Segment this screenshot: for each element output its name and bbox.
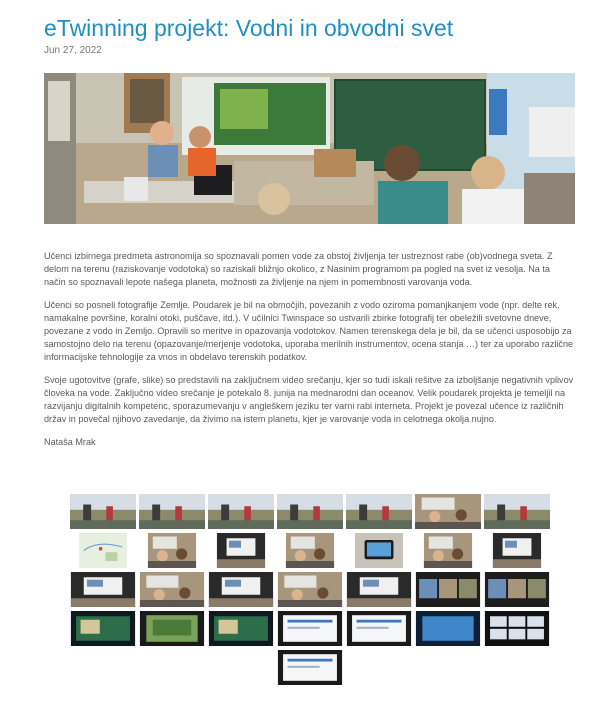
article-paragraph-3: Svoje ugotovitve (grafe, slike) so predstavili na zaključnem video srečanju, kjer so tudi iskali rešitve za izboljšanje negativnih vplivov človeka na vode. Zaključno video srečanje je potekalo 8. junija na mednarodni dan oceanov. Velik poudarek projekta je temeljil na razvijanju digitalnih kompetenc, sporazumevanju v angleškem jeziku ter varni rabi interneta. Projekt je povezal učence iz različnih držav in povečal njihovo zavedanje, da živimo na istem planetu, kjer je varovanje voda in celotnega okolja nujno. [44, 375, 574, 424]
gallery-thumbnail[interactable] [277, 572, 343, 607]
photo-gallery [68, 494, 552, 689]
gallery-thumbnail[interactable] [139, 533, 205, 568]
gallery-thumbnail[interactable] [70, 533, 136, 568]
gallery-thumbnail[interactable] [139, 572, 205, 607]
gallery-row [68, 650, 552, 685]
gallery-thumbnail[interactable] [208, 533, 274, 568]
gallery-thumbnail[interactable] [208, 494, 274, 529]
gallery-thumbnail[interactable] [208, 572, 274, 607]
gallery-thumbnail[interactable] [415, 572, 481, 607]
gallery-row [68, 494, 552, 529]
gallery-thumbnail[interactable] [484, 611, 550, 646]
article-paragraph-2: Učenci so posneli fotografije Zemlje. Poudarek je bil na območjih, povezanih z vodo oziroma pomanjkanjem vode (npr. delte rek, namakalne površine, koralni otoki, puščave, itd.). V učilnici Twinspace so ustvarili zbirke fotografij ter obeležili svetovne dneve, povezane z vodo in Zemljo. Opravili so meritve in opazovanja vodotokov. Namen terenskega dela je bil, da se učenci usposobijo za samostojno delo na terenu (opazovanje/merjenje vodotoka, uporaba merilnih instrumentov, ocena stanja …) ter za uporabo različne informacijske tehnologije za vnos in obdelavo terenskih podatkov. [44, 300, 574, 362]
gallery-thumbnail[interactable] [277, 533, 343, 568]
post-date: Jun 27, 2022 [44, 45, 102, 56]
hero-photo [44, 73, 575, 224]
gallery-thumbnail[interactable] [70, 611, 136, 646]
gallery-thumbnail[interactable] [277, 650, 343, 685]
gallery-row [68, 533, 552, 568]
post-title: eTwinning projekt: Vodni in obvodni svet [44, 15, 454, 41]
gallery-thumbnail[interactable] [484, 533, 550, 568]
classroom-photo [44, 73, 575, 224]
gallery-thumbnail[interactable] [484, 572, 550, 607]
gallery-thumbnail[interactable] [346, 494, 412, 529]
gallery-thumbnail[interactable] [277, 494, 343, 529]
gallery-thumbnail[interactable] [70, 572, 136, 607]
article-body [44, 250, 574, 459]
gallery-thumbnail[interactable] [346, 533, 412, 568]
gallery-thumbnail[interactable] [139, 494, 205, 529]
gallery-thumbnail[interactable] [346, 572, 412, 607]
article-author: Nataša Mrak [44, 437, 96, 447]
gallery-thumbnail[interactable] [415, 494, 481, 529]
gallery-thumbnail[interactable] [346, 611, 412, 646]
gallery-row [68, 611, 552, 646]
gallery-thumbnail[interactable] [277, 611, 343, 646]
gallery-thumbnail[interactable] [208, 611, 274, 646]
gallery-thumbnail[interactable] [415, 533, 481, 568]
gallery-thumbnail[interactable] [139, 611, 205, 646]
gallery-thumbnail[interactable] [415, 611, 481, 646]
gallery-thumbnail[interactable] [70, 494, 136, 529]
gallery-thumbnail[interactable] [484, 494, 550, 529]
gallery-row [68, 572, 552, 607]
article-paragraph-1: Učenci izbirnega predmeta astronomija so spoznavali pomen vode za obstoj življenja ter ustreznost rabe (ob)vodnega sveta. Z delom na terenu (raziskovanje vodotoka) so raziskali bližnjo okolico, z Nasinim programom pa pogled na svet iz vesolja. Na ta način so spoznavali lepote našega planeta, možnosti za življenje na njem in pomembnosti varovanja voda. [44, 251, 553, 287]
